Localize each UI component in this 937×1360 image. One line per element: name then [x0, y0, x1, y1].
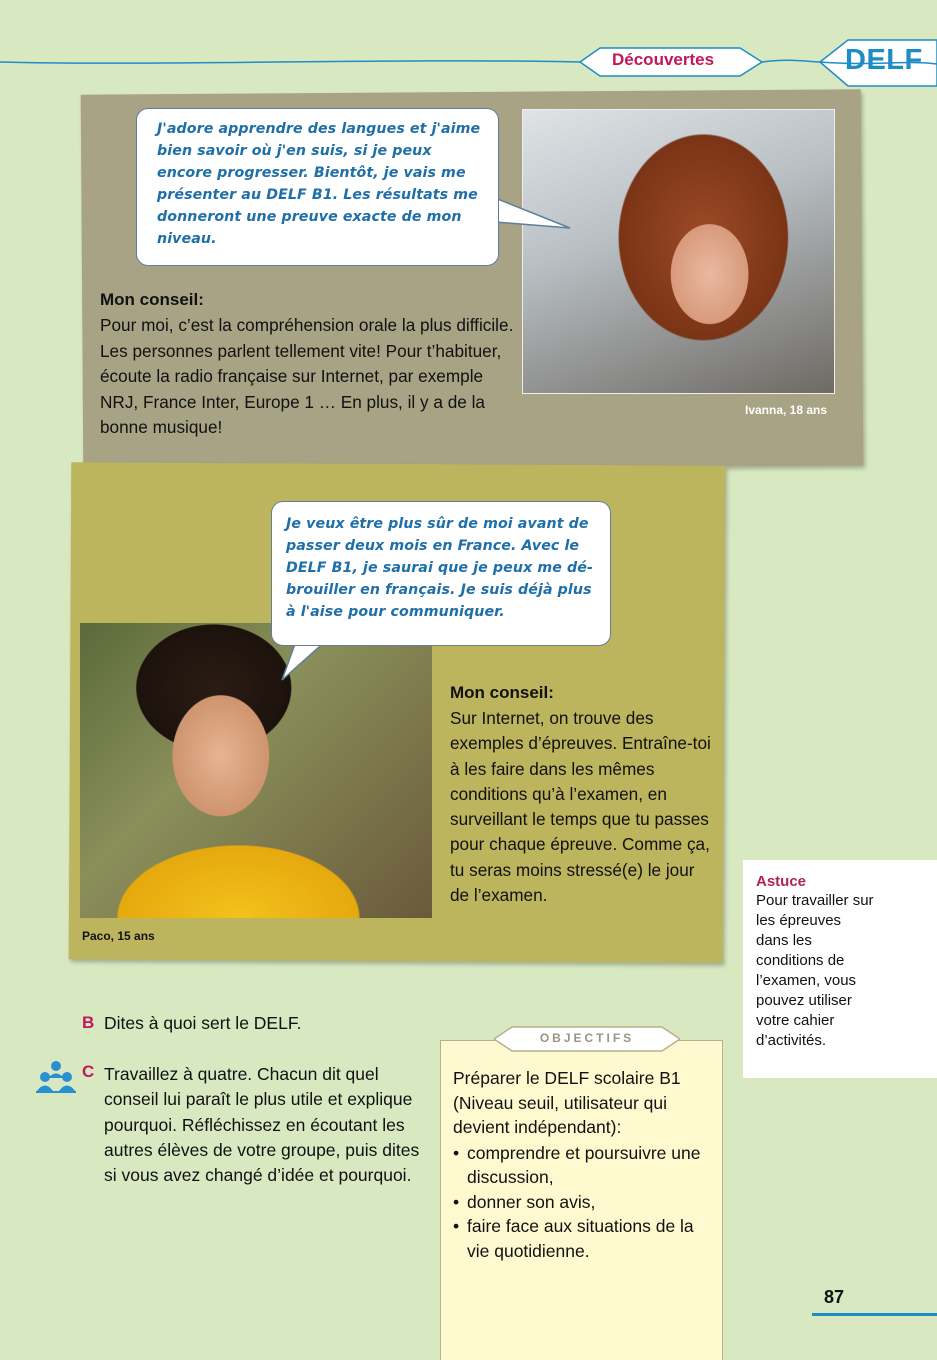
objectives-label: OBJECTIFS	[539, 1031, 635, 1045]
quote-paco: Je veux être plus sûr de moi avant de passer deux mois en France. Avec le DELF B1, je saurai que je peux me dé-brouiller en français. Je suis déjà plus à l'aise pour communiquer.	[286, 516, 593, 620]
page-number-rule	[812, 1313, 937, 1316]
exercise-c-text: Travaillez à quatre. Chacun dit quel conseil lui paraît le plus utile et explique pourquoi. Réfléchissez en écoutant les autres élèves de votre groupe, puis dites si vous avez changé d’idée et pourquoi.	[104, 1064, 420, 1186]
header-decoration	[0, 0, 937, 100]
photo-paco	[80, 623, 432, 918]
photo-ivanna	[522, 109, 835, 394]
exercise-b-text: Dites à quoi sert le DELF.	[104, 1013, 302, 1033]
advice-heading-paco: Mon conseil:	[450, 683, 554, 702]
objectives-list	[453, 1141, 712, 1264]
advice-text-ivanna: Pour moi, c’est la compréhension orale la plus difficile. Les personnes parlent tellement vite! Pour t’habituer, écoute la radio française sur Internet, par exemple NRJ, France Inter, Europe 1 … En plus, il y a de la bonne musique!	[100, 315, 514, 437]
tip-text: Pour travailler sur les épreuves dans les conditions de l’examen, vous pouvez utiliser votre cahier d’activités.	[756, 892, 874, 1049]
tip-title: Astuce	[756, 873, 807, 890]
photo-caption-paco: Paco, 15 ans	[82, 929, 155, 943]
objective-item: • comprendre et poursuivre une discussion,	[453, 1141, 712, 1190]
photo-caption-ivanna: Ivanna, 18 ans	[745, 403, 828, 417]
objectives-intro: Préparer le DELF scolaire B1 (Niveau seuil, utilisateur qui devient indépendant):	[453, 1068, 681, 1137]
section-title: DELF	[845, 44, 923, 76]
objective-item: • faire face aux situations de la vie quotidienne.	[453, 1214, 712, 1263]
advice-heading-ivanna: Mon conseil:	[100, 290, 204, 309]
speech-bubble-ivanna	[136, 108, 499, 266]
speech-bubble-paco	[271, 501, 611, 646]
exercise-b-letter: B	[82, 1013, 95, 1032]
exercise-c-letter: C	[82, 1062, 95, 1081]
group-work-icon	[36, 1060, 76, 1094]
section-label: Découvertes	[612, 50, 715, 69]
objectives-box	[440, 1040, 723, 1360]
objective-item: • donner son avis,	[453, 1190, 712, 1215]
page-number: 87	[824, 1287, 845, 1307]
tip-box	[743, 860, 937, 1078]
quote-ivanna: J'adore apprendre des langues et j'aime bien savoir où j'en suis, si je peux encore progresser. Bientôt, je vais me présenter au DELF B1. Les résultats me donneront une preuve exacte de mon niveau.	[157, 121, 481, 247]
advice-text-paco: Sur Internet, on trouve des exemples d’épreuves. Entraîne-toi à les faire dans les mêmes conditions qu’à l’examen, en surveillant le temps que tu passes pour chaque épreuve. Comme ça, tu seras moins stressé(e) le jour de l’examen.	[450, 708, 711, 906]
